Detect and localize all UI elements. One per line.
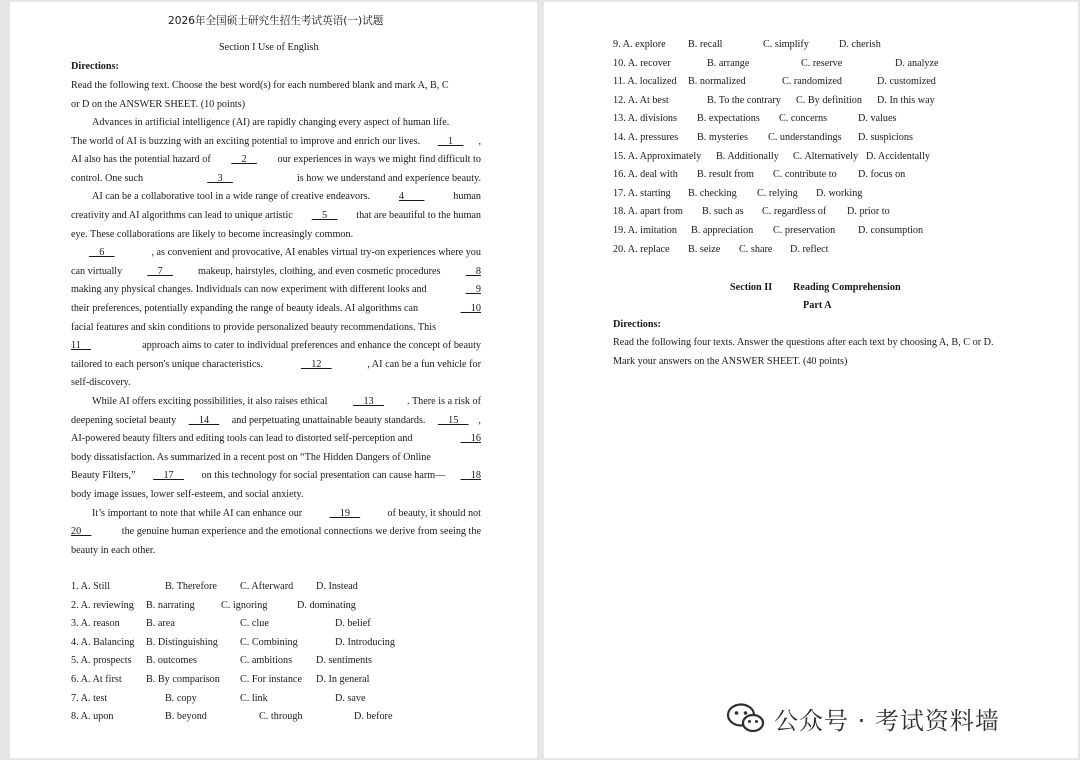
text-segment: Read the following text. Choose the best word(s) for each numbered blank and mark A, B, C — [71, 80, 449, 91]
text-segment: self-discovery. — [71, 377, 131, 389]
option-b: B. area — [146, 618, 175, 630]
passage-line — [92, 116, 481, 129]
blank: __13__ — [353, 396, 384, 407]
text-segment: body dissatisfaction. As summarized in a recent post on “The Hidden Dangers of Online — [71, 451, 431, 463]
option-c: C. clue — [240, 618, 269, 630]
part-label: Part A — [803, 300, 832, 311]
option-b: B. appreciation — [691, 225, 754, 236]
text-segment: eye. These collaborations are likely to become increasingly common. — [71, 228, 354, 240]
text-segment: their preferences, potentially expanding the range of beauty ideals. AI algorithms can — [71, 303, 421, 314]
option-a: 1. A. Still — [71, 581, 111, 592]
text-segment: and perpetuating unattainable beauty standards. — [229, 414, 429, 426]
directions-label: Directions: — [613, 319, 661, 330]
passage-line — [71, 265, 481, 278]
passage-line — [92, 507, 481, 520]
directions-line — [71, 79, 481, 92]
passage-line — [71, 339, 481, 352]
blank: __14__ — [188, 414, 220, 426]
text-segment: AI can be a collaborative tool in a wide range of creative endeavors. — [92, 191, 373, 203]
passage-line — [71, 488, 303, 501]
blank: __7__ — [147, 265, 173, 277]
text-segment: , as convenient and provocative, AI enables virtual try-on experiences where you — [151, 247, 481, 259]
option-c: C. randomized — [782, 76, 842, 88]
option-c: C. ambitions — [240, 655, 293, 667]
blank: __3__ — [207, 172, 233, 184]
option-c: C. For instance — [240, 674, 302, 685]
passage-line — [89, 246, 481, 259]
option-row — [71, 673, 531, 686]
passage-line — [71, 135, 481, 148]
directions-line — [613, 336, 1025, 349]
blank: 20__ — [71, 526, 92, 538]
exam-title: 2026年全国硕士研究生招生考试英语(一)试题 — [168, 15, 384, 27]
option-d: D. belief — [335, 618, 371, 630]
text-segment: tailored to each person's unique characteristics. — [71, 358, 266, 370]
option-row — [71, 654, 531, 667]
option-row — [613, 131, 1073, 144]
option-c: C. By definition — [796, 94, 862, 106]
option-d: D. cherish — [839, 39, 881, 50]
option-a: 13. A. divisions — [613, 113, 677, 125]
option-row — [613, 187, 1073, 200]
text-segment: creativity and AI algorithms can lead to unique artistic — [71, 210, 296, 221]
option-a: 10. A. recover — [613, 57, 671, 69]
option-a: 11. A. localized — [613, 76, 677, 88]
option-a: 8. A. upon — [71, 711, 114, 723]
passage-line — [71, 358, 481, 371]
option-c: C. through — [259, 711, 303, 723]
option-c: C. Alternatively — [793, 150, 859, 162]
option-row — [613, 224, 1073, 237]
passage-line — [71, 414, 481, 427]
option-a: 4. A. Balancing — [71, 636, 135, 648]
option-d: D. reflect — [790, 243, 829, 255]
option-b: B. Therefore — [165, 581, 217, 592]
option-d: D. Instead — [316, 581, 358, 592]
watermark-text: 公众号 · 考试资料墙 — [774, 706, 1000, 735]
text-segment: our experiences in ways we might find difficult to — [274, 154, 481, 166]
option-d: D. sentiments — [316, 655, 373, 667]
text-segment: While AI offers exciting possibilities, it also raises ethical — [92, 396, 331, 407]
blank: __10 — [460, 303, 481, 314]
exam-page-right — [544, 2, 1078, 758]
option-c: C. ignoring — [221, 599, 268, 611]
option-b: B. narrating — [146, 599, 195, 611]
option-b: B. result from — [697, 169, 754, 181]
option-a: 19. A. imitation — [613, 225, 677, 236]
passage-line — [71, 451, 481, 464]
option-b: B. checking — [688, 187, 737, 199]
option-c: C. Combining — [240, 636, 298, 648]
passage-line — [92, 395, 481, 408]
option-row — [613, 168, 1073, 181]
option-a: 20. A. replace — [613, 243, 670, 255]
option-a: 9. A. explore — [613, 39, 666, 50]
passage-line — [71, 376, 131, 389]
passage-line — [71, 321, 481, 334]
passage-line — [71, 544, 155, 557]
option-a: 7. A. test — [71, 692, 108, 704]
blank: __2__ — [231, 154, 257, 166]
blank: __1__ — [437, 135, 464, 147]
text-segment: on this technology for social presentation can cause harm— — [199, 470, 446, 482]
option-d: D. In general — [316, 674, 370, 685]
text-segment: , — [478, 414, 481, 426]
option-a: 15. A. Approximately — [613, 150, 702, 162]
option-b: B. arrange — [707, 57, 750, 69]
option-c: C. preservation — [773, 225, 836, 236]
option-a: 5. A. prospects — [71, 655, 132, 667]
option-row — [71, 692, 531, 705]
text-segment: Read the following four texts. Answer the questions after each text by choosing A, B, C or D. — [613, 337, 994, 348]
blank: __12__ — [301, 358, 332, 370]
option-a: 2. A. reviewing — [71, 599, 134, 611]
option-d: D. Introducing — [335, 636, 395, 648]
option-d: D. analyze — [895, 57, 939, 69]
passage-line — [71, 209, 481, 222]
option-row — [71, 617, 531, 630]
blank: __19__ — [329, 507, 361, 519]
text-segment: the genuine human experience and the emotional connections we derive from seeing the — [119, 526, 481, 538]
text-segment: Beauty Filters,” — [71, 470, 139, 482]
text-segment: approach aims to cater to individual preferences and enhance the concept of beauty — [139, 340, 481, 352]
option-b: B. expectations — [697, 113, 760, 125]
blank: __6__ — [89, 247, 115, 259]
passage-line — [71, 302, 481, 315]
blank: __17__ — [153, 470, 184, 482]
text-segment: body image issues, lower self-esteem, and social anxiety. — [71, 489, 304, 500]
option-b: B. beyond — [165, 711, 207, 723]
text-segment: making any physical changes. Individuals can now experiment with different looks and — [71, 284, 430, 296]
text-segment: of beauty, it should not — [384, 507, 481, 519]
option-row — [613, 94, 1073, 107]
option-b: B. Additionally — [716, 150, 779, 162]
blank: __8 — [465, 265, 481, 277]
option-a: 17. A. starting — [613, 187, 671, 199]
blank: 11__ — [71, 340, 91, 352]
option-row — [613, 38, 1073, 51]
option-b: B. normalized — [688, 76, 746, 88]
option-d: D. working — [816, 187, 863, 199]
option-row — [613, 243, 1073, 256]
option-b: B. To the contrary — [707, 94, 781, 106]
option-b: B. copy — [165, 692, 197, 704]
option-d: D. before — [354, 711, 393, 723]
text-segment: AI also has the potential hazard of — [71, 154, 214, 166]
passage-line — [71, 469, 481, 482]
exam-page-left — [10, 2, 537, 758]
option-a: 12. A. At best — [613, 94, 669, 106]
passage-line — [71, 432, 481, 445]
option-d: D. Accidentally — [866, 150, 930, 162]
text-segment: , — [478, 135, 481, 147]
option-row — [613, 57, 1073, 70]
passage-line — [71, 153, 481, 166]
blank: __15__ — [437, 414, 469, 426]
directions-line — [71, 98, 245, 111]
option-d: D. customized — [877, 76, 936, 88]
option-b: B. outcomes — [146, 655, 197, 667]
option-b: B. mysteries — [697, 132, 748, 143]
text-segment: human — [450, 191, 481, 203]
option-b: B. seize — [688, 243, 721, 255]
option-b: B. By comparison — [146, 674, 220, 685]
option-c: C. contribute to — [773, 169, 837, 181]
option-row — [613, 150, 1073, 163]
option-row — [613, 205, 1073, 218]
option-d: D. dominating — [297, 599, 356, 611]
option-d: D. save — [335, 692, 366, 704]
wechat-icon — [726, 702, 766, 734]
option-row — [613, 75, 1073, 88]
text-segment: Mark your answers on the ANSWER SHEET. (40 points) — [613, 355, 848, 367]
option-a: 18. A. apart from — [613, 206, 683, 218]
option-c: C. simplify — [763, 39, 809, 50]
blank: __16 — [460, 433, 481, 445]
option-row — [613, 112, 1073, 125]
text-segment: or D on the ANSWER SHEET. (10 points) — [71, 98, 246, 110]
option-d: D. focus on — [858, 169, 906, 181]
text-segment: beauty in each other. — [71, 544, 156, 556]
passage-line — [71, 525, 481, 538]
text-segment: that are beautiful to the human — [353, 210, 481, 221]
option-d: D. In this way — [877, 94, 935, 106]
option-b: B. such as — [702, 206, 744, 218]
option-b: B. Distinguishing — [146, 636, 218, 648]
option-d: D. prior to — [847, 206, 890, 218]
option-d: D. consumption — [858, 225, 924, 236]
text-segment: . There is a risk of — [407, 396, 481, 407]
option-c: C. reserve — [801, 57, 843, 69]
option-c: C. share — [739, 243, 773, 255]
option-c: C. relying — [757, 187, 798, 199]
passage-line — [71, 283, 481, 296]
text-segment: can virtually — [71, 265, 125, 277]
option-a: 6. A. At first — [71, 674, 122, 685]
blank: __9 — [465, 284, 481, 296]
section-heading: Section I Use of English — [219, 42, 319, 53]
blank: __5__ — [311, 210, 338, 221]
option-row — [71, 599, 531, 612]
option-c: C. concerns — [779, 113, 828, 125]
passage-line — [92, 190, 481, 203]
passage-line — [71, 228, 353, 241]
blank: 4____ — [398, 191, 425, 203]
text-segment: The world of AI is buzzing with an exciting potential to improve and enrich our lives. — [71, 135, 423, 147]
option-row — [71, 580, 531, 593]
directions-line — [613, 355, 847, 368]
option-c: C. Afterward — [240, 581, 294, 592]
text-segment: is how we understand and experience beauty. — [294, 172, 481, 184]
option-c: C. link — [240, 692, 268, 704]
option-a: 14. A. pressures — [613, 132, 679, 143]
option-c: C. understandings — [768, 132, 842, 143]
section-title: Reading Comprehension — [793, 282, 901, 293]
option-b: B. recall — [688, 39, 723, 50]
option-a: 3. A. reason — [71, 618, 120, 630]
text-segment: AI-powered beauty filters and editing tools can lead to distorted self-perception and — [71, 433, 415, 445]
passage-line — [71, 172, 481, 185]
text-segment: control. One such — [71, 172, 146, 184]
option-d: D. suspicions — [858, 132, 913, 143]
option-d: D. values — [858, 113, 897, 125]
text-segment: deepening societal beauty — [71, 414, 179, 426]
option-a: 16. A. deal with — [613, 169, 678, 181]
blank: __18 — [460, 470, 481, 482]
section-heading: Section II — [730, 282, 773, 293]
text-segment: Advances in artificial intelligence (AI) are rapidly changing every aspect of human life. — [92, 117, 450, 128]
option-row — [71, 710, 531, 723]
directions-label: Directions: — [71, 61, 119, 72]
text-segment: makeup, hairstyles, clothing, and even cosmetic procedures — [195, 265, 444, 277]
text-segment: facial features and skin conditions to provide personalized beauty recommendations. This — [71, 321, 437, 333]
watermark — [726, 696, 1000, 740]
text-segment: It’s important to note that while AI can enhance our — [92, 507, 305, 519]
option-c: C. regardless of — [762, 206, 827, 218]
option-row — [71, 636, 531, 649]
text-segment: , AI can be a fun vehicle for — [367, 358, 481, 370]
